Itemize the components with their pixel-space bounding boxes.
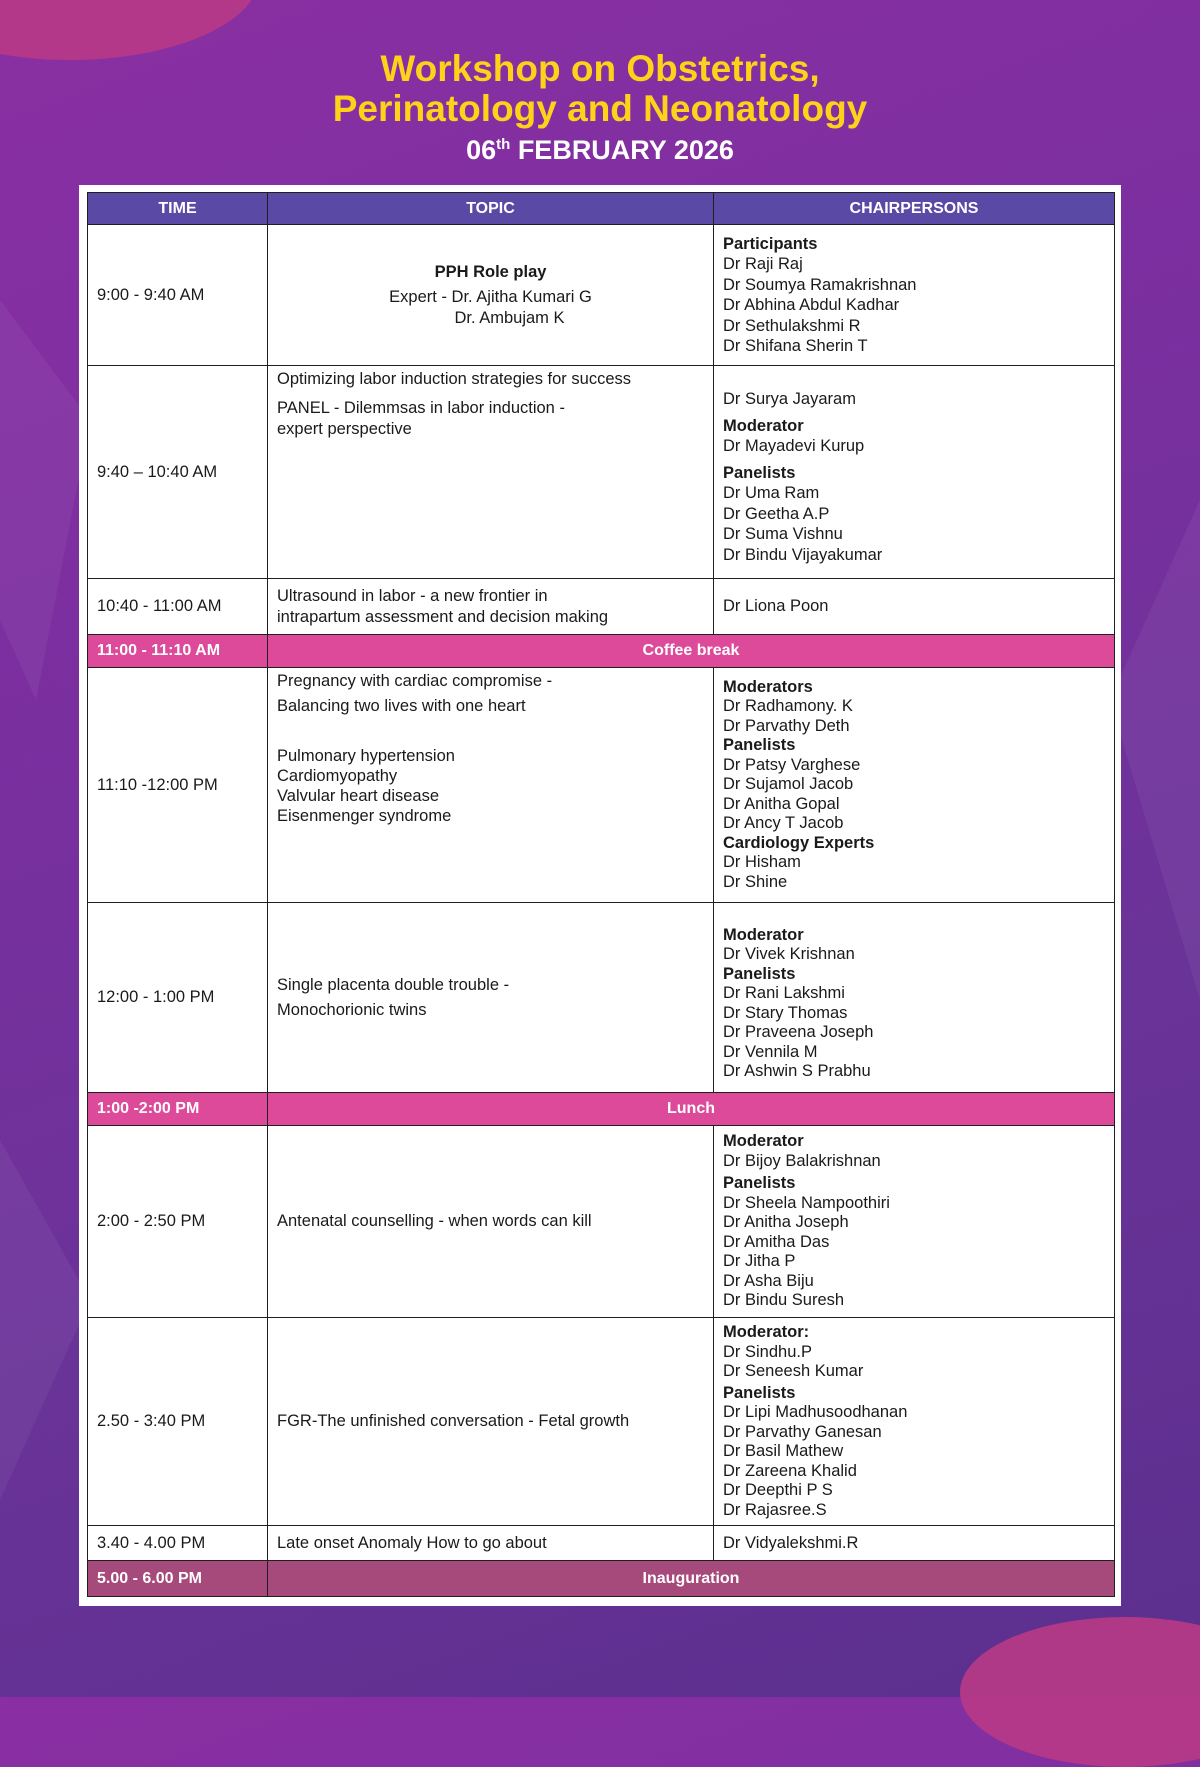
chair-name: Dr Soumya Ramakrishnan xyxy=(723,275,917,294)
decorative-facet xyxy=(1110,500,1200,1000)
decorative-facet xyxy=(0,1100,90,1500)
chair-name: Dr Rajasree.S xyxy=(723,1500,827,1519)
table-row xyxy=(88,1526,1115,1561)
column-header-time: TIME xyxy=(88,193,268,225)
page-title-line-2: Perinatology and Neonatology xyxy=(332,88,868,129)
session-chairpersons xyxy=(714,668,1115,903)
chair-heading: Moderator xyxy=(723,1132,804,1151)
column-header-chairpersons: CHAIRPERSONS xyxy=(714,193,1115,225)
session-chairpersons xyxy=(714,1526,1115,1561)
chair-heading: Moderators xyxy=(723,677,813,696)
topic-line: expert perspective xyxy=(277,420,412,438)
session-time: 11:10 -12:00 PM xyxy=(88,668,268,903)
break-time: 1:00 -2:00 PM xyxy=(88,1093,268,1126)
topic-line: Single placenta double trouble - xyxy=(277,975,510,994)
chair-heading: Panelists xyxy=(723,964,796,983)
session-topic xyxy=(268,225,714,366)
session-topic xyxy=(268,579,714,635)
table-row xyxy=(88,668,1115,903)
chair-name: Dr Bindu Suresh xyxy=(723,1291,845,1310)
topic-line: Balancing two lives with one heart xyxy=(277,697,526,715)
session-topic xyxy=(268,1126,714,1318)
chair-name: Dr Rani Lakshmi xyxy=(723,984,845,1002)
topic-line: Ultrasound in labor - a new frontier in xyxy=(277,586,548,605)
session-chairpersons xyxy=(714,1318,1115,1526)
chair-name: Dr Vidyalekshmi.R xyxy=(723,1533,859,1552)
session-topic xyxy=(268,903,714,1093)
event-date xyxy=(0,135,1200,166)
chair-heading: Panelists xyxy=(723,463,796,482)
table-header-row xyxy=(88,193,1115,225)
break-time: 5.00 - 6.00 PM xyxy=(88,1561,268,1597)
session-time: 10:40 - 11:00 AM xyxy=(88,579,268,635)
session-time: 12:00 - 1:00 PM xyxy=(88,903,268,1093)
table-row xyxy=(88,1126,1115,1318)
topic-line: Pregnancy with cardiac compromise - xyxy=(277,672,553,690)
page-title-line-1: Workshop on Obstetrics, xyxy=(380,48,820,89)
chair-heading: Panelists xyxy=(723,1174,796,1193)
decorative-blob-bottom-right xyxy=(960,1617,1200,1767)
chair-name: Dr Vennila M xyxy=(723,1042,818,1061)
chair-name: Dr Ashwin S Prabhu xyxy=(723,1062,871,1080)
chair-heading: Cardiology Experts xyxy=(723,833,875,852)
inauguration-row xyxy=(88,1561,1115,1597)
topic-line: FGR-The unfinished conversation - Fetal growth xyxy=(277,1412,630,1430)
session-topic xyxy=(268,668,714,903)
chair-name: Dr Lipi Madhusoodhanan xyxy=(723,1403,908,1421)
chair-name: Dr Sethulakshmi R xyxy=(723,316,861,335)
table-row xyxy=(88,1318,1115,1526)
chair-name: Dr Mayadevi Kurup xyxy=(723,437,865,455)
chair-name: Dr Jitha P xyxy=(723,1252,796,1271)
schedule-card xyxy=(79,185,1121,1606)
session-time: 9:00 - 9:40 AM xyxy=(88,225,268,366)
chair-name: Dr Zareena Khalid xyxy=(723,1461,857,1480)
topic-line: Late onset Anomaly How to go about xyxy=(277,1533,547,1552)
column-header-topic: TOPIC xyxy=(268,193,714,225)
break-label: Lunch xyxy=(268,1093,1115,1126)
chair-name: Dr Uma Ram xyxy=(723,484,820,502)
chair-name: Dr Bindu Vijayakumar xyxy=(723,545,883,564)
topic-title: PPH Role play xyxy=(434,262,547,281)
chair-heading: Panelists xyxy=(723,736,796,755)
table-row xyxy=(88,903,1115,1093)
chair-name: Dr Praveena Joseph xyxy=(723,1023,874,1041)
session-chairpersons xyxy=(714,1126,1115,1318)
date-day: 06 xyxy=(466,135,497,165)
chair-name: Dr Parvathy Ganesan xyxy=(723,1422,882,1441)
chair-name: Dr Deepthi P S xyxy=(723,1481,833,1499)
topic-line: Cardiomyopathy xyxy=(277,767,398,785)
session-topic xyxy=(268,1318,714,1526)
session-chairpersons xyxy=(714,366,1115,579)
chair-name: Dr Sujamol Jacob xyxy=(723,775,854,794)
table-row xyxy=(88,225,1115,366)
chair-name: Dr Bijoy Balakrishnan xyxy=(723,1151,881,1170)
session-chairpersons xyxy=(714,225,1115,366)
date-suffix: th xyxy=(496,136,511,153)
chair-name: Dr Patsy Varghese xyxy=(723,755,861,774)
break-row xyxy=(88,1093,1115,1126)
session-time: 9:40 – 10:40 AM xyxy=(88,366,268,579)
decorative-facet xyxy=(0,300,90,700)
topic-line: Monochorionic twins xyxy=(277,1000,427,1019)
chair-name: Dr Ancy T Jacob xyxy=(723,814,844,833)
chair-heading: Panelists xyxy=(723,1383,796,1402)
topic-line: Valvular heart disease xyxy=(277,787,440,805)
chair-name: Dr Parvathy Deth xyxy=(723,716,850,735)
chair-heading: Moderator xyxy=(723,925,804,944)
chair-heading: Participants xyxy=(723,234,818,253)
chair-name: Dr Anitha Gopal xyxy=(723,794,840,813)
chair-name: Dr Vivek Krishnan xyxy=(723,945,855,963)
session-topic xyxy=(268,366,714,579)
chair-heading: Moderator: xyxy=(723,1323,810,1341)
break-row xyxy=(88,635,1115,668)
schedule-table xyxy=(87,192,1115,1597)
chair-name: Dr Liona Poon xyxy=(723,597,829,615)
topic-line: Optimizing labor induction strategies for success xyxy=(277,370,631,388)
chair-name: Dr Shifana Sherin T xyxy=(723,337,868,355)
topic-line: PANEL - Dilemmsas in labor induction - xyxy=(277,399,565,417)
chair-name: Dr Suma Vishnu xyxy=(723,525,843,543)
chair-name: Dr Sheela Nampoothiri xyxy=(723,1193,890,1212)
break-time: 11:00 - 11:10 AM xyxy=(88,635,268,668)
chair-name: Dr Geetha A.P xyxy=(723,504,830,523)
session-chairpersons xyxy=(714,903,1115,1093)
chair-name: Dr Basil Mathew xyxy=(723,1442,844,1460)
chair-name: Dr Abhina Abdul Kadhar xyxy=(723,296,900,314)
topic-line: Dr. Ambujam K xyxy=(454,308,565,327)
table-row xyxy=(88,579,1115,635)
topic-line: Antenatal counselling - when words can kill xyxy=(277,1212,592,1230)
session-time: 2.50 - 3:40 PM xyxy=(88,1318,268,1526)
chair-heading: Moderator xyxy=(723,416,804,435)
break-label: Inauguration xyxy=(268,1561,1115,1597)
topic-line: intrapartum assessment and decision making xyxy=(277,607,609,626)
topic-line: Expert - Dr. Ajitha Kumari G xyxy=(389,287,592,306)
chair-name: Dr Radhamony. K xyxy=(723,697,853,716)
chair-name: Dr Seneesh Kumar xyxy=(723,1362,864,1380)
session-topic xyxy=(268,1526,714,1561)
chair-name: Dr Amitha Das xyxy=(723,1232,830,1251)
chair-name: Dr Hisham xyxy=(723,853,801,872)
break-label: Coffee break xyxy=(268,635,1115,668)
chair-name: Dr Shine xyxy=(723,872,788,891)
table-row xyxy=(88,366,1115,579)
topic-line: Eisenmenger syndrome xyxy=(277,807,452,825)
date-month-year: FEBRUARY 2026 xyxy=(517,135,734,165)
topic-line: Pulmonary hypertension xyxy=(277,747,455,765)
chair-name: Dr Raji Raj xyxy=(723,255,803,273)
session-time: 2:00 - 2:50 PM xyxy=(88,1126,268,1318)
chair-name: Dr Anitha Joseph xyxy=(723,1213,849,1232)
session-chairpersons xyxy=(714,579,1115,635)
chair-name: Dr Stary Thomas xyxy=(723,1003,848,1022)
chair-name: Dr Asha Biju xyxy=(723,1271,814,1290)
chair-name: Dr Sindhu.P xyxy=(723,1342,812,1361)
chair-name: Dr Surya Jayaram xyxy=(723,390,856,408)
session-time: 3.40 - 4.00 PM xyxy=(88,1526,268,1561)
